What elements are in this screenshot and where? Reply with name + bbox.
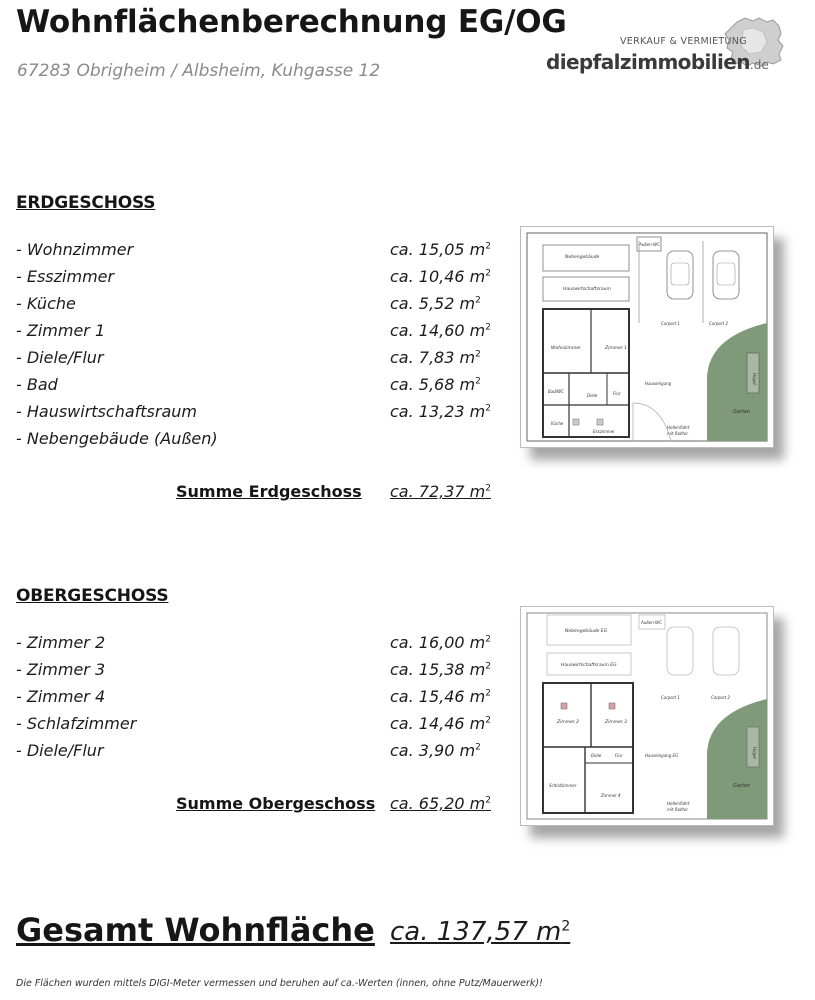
plan-label: mit Rolltor bbox=[667, 807, 688, 812]
room-name: - Zimmer 1 bbox=[16, 321, 106, 340]
room-row bbox=[16, 687, 496, 709]
room-area: ca. 15,05 $m^2$ bbox=[390, 240, 491, 259]
room-name: - Bad bbox=[16, 375, 58, 394]
plan-label: mit Rolltor bbox=[667, 431, 688, 436]
upper-floor-plan bbox=[520, 606, 774, 826]
plan-label: Hügel bbox=[752, 747, 757, 759]
room-area: ca. 14,60 $m^2$ bbox=[390, 321, 491, 340]
plan-label: Hauseingang EG bbox=[645, 753, 679, 758]
room-row bbox=[16, 348, 496, 370]
section-heading-upper-floor: OBERGESCHOSS bbox=[16, 586, 169, 606]
plan-label: Zimmer 4 bbox=[601, 793, 621, 798]
room-row bbox=[16, 402, 496, 424]
plan-label: Garten bbox=[733, 783, 751, 789]
room-name: - Nebengebäude (Außen) bbox=[16, 429, 218, 448]
room-row bbox=[16, 267, 496, 289]
plan-label: Hofeinfahrt bbox=[667, 425, 690, 430]
room-area: ca. 7,83 $m^2$ bbox=[390, 348, 481, 367]
room-area: ca. 15,38 $m^2$ bbox=[390, 660, 491, 679]
room-name: - Esszimmer bbox=[16, 267, 115, 286]
plan-label: Außen-WC bbox=[641, 620, 662, 625]
plan-label: Diele bbox=[591, 753, 602, 758]
room-row bbox=[16, 714, 496, 736]
property-address: 67283 Obrigheim / Albsheim, Kuhgasse 12 bbox=[17, 61, 381, 81]
room-name: - Zimmer 3 bbox=[16, 660, 106, 679]
upper-floor-sum-value: ca. 65,20 $m^2$ bbox=[390, 794, 491, 813]
plan-label: Hauswirtschaftsraum EG bbox=[561, 663, 617, 668]
plan-label: Hauseingang bbox=[645, 381, 672, 386]
logo-brand bbox=[546, 50, 769, 74]
plan-label: Carport 1 bbox=[661, 321, 680, 326]
plan-label: Wohnzimmer bbox=[551, 346, 581, 351]
plan-label: Hügel bbox=[752, 373, 757, 385]
room-area: ca. 5,52 $m^2$ bbox=[390, 294, 481, 313]
room-area: ca. 14,46 $m^2$ bbox=[390, 714, 491, 733]
logo-brand-name: diepfalzimmobilien bbox=[546, 50, 750, 74]
room-row bbox=[16, 660, 496, 682]
plan-label: Schlafzimmer bbox=[549, 783, 577, 788]
room-area: ca. 10,46 $m^2$ bbox=[390, 267, 491, 286]
plan-label: Zimmer 2 bbox=[557, 720, 580, 725]
room-row bbox=[16, 633, 496, 655]
room-row bbox=[16, 240, 496, 262]
room-row bbox=[16, 375, 496, 397]
room-row bbox=[16, 321, 496, 343]
plan-label: Carport 2 bbox=[709, 321, 728, 326]
plan-label: Zimmer 1 bbox=[605, 346, 628, 351]
plan-label: Hauswirtschaftsraum bbox=[563, 287, 611, 292]
ground-floor-sum-label: Summe Erdgeschoss bbox=[176, 482, 362, 501]
room-area: ca. 15,46 $m^2$ bbox=[390, 687, 491, 706]
page-title: Wohnflächenberechnung EG/OG bbox=[16, 4, 567, 40]
room-name: - Diele/Flur bbox=[16, 741, 104, 760]
total-living-area-label: Gesamt Wohnfläche bbox=[16, 911, 375, 949]
room-name: - Zimmer 4 bbox=[16, 687, 106, 706]
plan-label: Nebengebäude bbox=[565, 255, 600, 260]
room-name: - Küche bbox=[16, 294, 76, 313]
room-name: - Schlafzimmer bbox=[16, 714, 137, 733]
logo-tagline: VERKAUF & VERMIETUNG bbox=[620, 36, 747, 47]
room-area: ca. 5,68 $m^2$ bbox=[390, 375, 481, 394]
plan-label: Zimmer 3 bbox=[605, 720, 628, 725]
plan-label: Flur bbox=[613, 391, 621, 396]
plan-label: Carport 2 bbox=[711, 695, 730, 700]
plan-label: Esszimmer bbox=[593, 429, 615, 434]
plan-label: Nebengebäude EG bbox=[565, 629, 608, 634]
measurement-footnote: Die Flächen wurden mittels DIGI-Meter vermessen und beruhen auf ca.-Werten (innen, ohne Putz/Mauerwerk)! bbox=[16, 978, 543, 989]
room-area: ca. 3,90 $m^2$ bbox=[390, 741, 481, 760]
plan-label: Diele bbox=[587, 393, 598, 398]
section-heading-ground-floor: ERDGESCHOSS bbox=[16, 193, 156, 213]
room-area: ca. 13,23 $m^2$ bbox=[390, 402, 491, 421]
ground-floor-sum-value: ca. 72,37 $m^2$ bbox=[390, 482, 491, 501]
room-row bbox=[16, 741, 496, 763]
room-row bbox=[16, 429, 496, 451]
plan-label: Garten bbox=[733, 409, 751, 415]
room-name: - Zimmer 2 bbox=[16, 633, 106, 652]
plan-label: Küche bbox=[551, 421, 564, 426]
room-row bbox=[16, 294, 496, 316]
room-area: ca. 16,00 $m^2$ bbox=[390, 633, 491, 652]
room-name: - Diele/Flur bbox=[16, 348, 104, 367]
room-name: - Hauswirtschaftsraum bbox=[16, 402, 197, 421]
plan-label: Flur bbox=[615, 753, 623, 758]
logo-brand-tld: .de bbox=[749, 58, 769, 72]
ground-floor-plan bbox=[520, 226, 774, 448]
plan-label: Hofeinfahrt bbox=[667, 801, 690, 806]
upper-floor-sum-label: Summe Obergeschoss bbox=[176, 794, 376, 813]
total-living-area-value: ca. 137,57 $m^2$ bbox=[390, 917, 571, 947]
plan-label: Bad/WC bbox=[548, 389, 564, 394]
plan-label: Carport 1 bbox=[661, 695, 680, 700]
room-name: - Wohnzimmer bbox=[16, 240, 134, 259]
plan-label: Außen-WC bbox=[639, 242, 660, 247]
